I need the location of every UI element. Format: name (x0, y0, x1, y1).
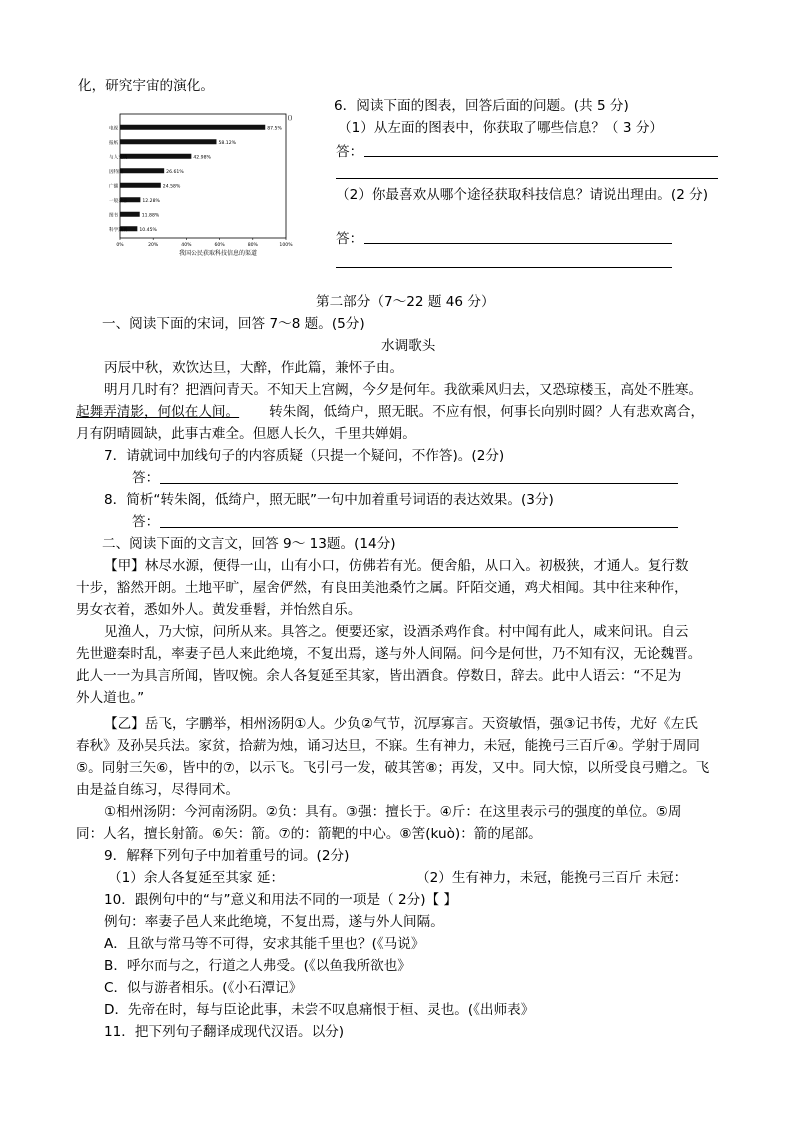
q8-answer-line[interactable] (160, 527, 678, 528)
chart-bar (120, 154, 191, 159)
passage-a-line-3: 男女衣着，悉如外人。黄发垂髫，并怡然自乐。 (76, 602, 362, 618)
chart-corner-mark: () (287, 115, 293, 122)
q7-answer-line[interactable] (160, 483, 678, 484)
chart-x-tick-label: 80% (247, 243, 258, 248)
chart-value-label: 87.5% (267, 126, 282, 132)
part2-title: 第二部分（7～22 题 46 分） (316, 294, 495, 310)
q6-answer-label-1: 答： (336, 144, 364, 160)
poem-line-2-rest: 转朱阁，低绮户，照无眠。不应有恨，何事长向别时圆？人有悲欢离合， (269, 404, 705, 420)
chart-value-label: 10.45% (139, 227, 157, 233)
chart-xlabel: 我国公民获取科技信息的渠道 (178, 250, 258, 257)
passage-a-line-6: 此人一一为具言所闻，皆叹惋。余人各复延至其家，皆出酒食。停数日，辞去。此中人语云：“不足为 (76, 668, 682, 684)
chart-x-tick-label: 20% (148, 243, 159, 248)
q6-sub2: （2）你最喜欢从哪个途径获取科技信息？请说出理由。(2 分) (336, 187, 709, 203)
chart-category-label: 与人交谈 (109, 155, 128, 161)
chart-bar (120, 125, 265, 130)
passage-b-line-3: ⑤。同射三矢⑥，皆中的⑦，以示飞。飞引弓一发，破其筈⑧；再发，又中。同大惊，以所受良弓赠之。飞 (76, 760, 710, 776)
poem-line-1: 明月几时有？把酒问青天。不知天上宫阙，今夕是何年。我欲乘风归去，又恐琼楼玉，高处不胜寒。 (104, 382, 703, 398)
q9-item-1: （1）余人各复延至其家 延： (108, 870, 285, 886)
passage-a-line-5: 先世避秦时乱，率妻子邑人来此绝境，不复出焉，遂与外人间隔。问今是何世，乃不知有汉，无论魏晋。 (76, 646, 702, 662)
chart-x-tick-label: 100% (279, 243, 293, 248)
poem-title: 水调歌头 (381, 338, 436, 354)
note-line-1: ①相州汤阴：今河南汤阴。②负：具有。③强：擅长于。④斤：在这里表示弓的强度的单位。⑤周 (104, 804, 682, 820)
passage-b-line-2: 春秋》及孙吴兵法。家贫，拾薪为烛，诵习达旦，不寐。生有神力，未冠，能挽弓三百斤④。学射于周同 (76, 738, 700, 754)
chart-x-tick-label: 40% (181, 243, 192, 248)
q6-sub1: （1）从左面的图表中，你获取了哪些信息？（ 3 分） (338, 120, 664, 136)
q9-item-2: （2）生有神力，未冠，能挽弓三百斤 未冠： (416, 870, 688, 886)
q6-answer-line-4[interactable] (336, 267, 672, 268)
passage-a-line-2: 十步，豁然开朗。土地平旷，屋舍俨然，有良田美池桑竹之属。阡陌交通，鸡犬相闻。其中往来种作， (76, 580, 688, 596)
sec2-heading: 二、阅读下面的文言文，回答 9～ 13题。(14分) (102, 536, 396, 552)
chart-bar (120, 168, 164, 173)
passage-a-line-7: 外人道也。” (76, 690, 145, 706)
chart-value-label: 26.61% (166, 169, 184, 175)
q9: 9．解释下列句子中加着重号的词。(2分) (104, 848, 350, 864)
chart-plot-frame (120, 114, 286, 238)
poem-line-2 (76, 402, 704, 422)
info-channel-bar-chart (110, 108, 300, 260)
passage-a-line-1: 【甲】林尽水源，便得一山，山有小口，仿佛若有光。便舍船，从口入。初极狭，才通人。复行数 (104, 558, 689, 574)
chart-category-label: 报纸 (109, 140, 119, 146)
sec1-heading: 一、阅读下面的宋词，回答 7～8 题。(5分) (102, 316, 365, 332)
passage-b-line-1: 【乙】岳飞，字鹏举，相州汤阴①人。少负②气节，沉厚寡言。天资敏悟，强③记书传，尤好《左氏 (104, 716, 698, 732)
q10-option-b[interactable]: B．呼尔而与之，行道之人弗受。(《以鱼我所欲也》 (104, 958, 411, 974)
note-line-2: 同：人名，擅长射箭。⑥矢：箭。⑦的：箭靶的中心。⑧筈(kuò)：箭的尾部。 (76, 826, 542, 842)
chart-value-label: 24.58% (162, 184, 181, 190)
q6-answer-label-2: 答： (336, 231, 364, 247)
q6-answer-line-3[interactable] (364, 243, 672, 244)
poem-preface: 丙辰中秋，欢饮达旦，大醉，作此篇，兼怀子由。 (104, 360, 404, 376)
chart-bar (120, 139, 216, 144)
q7: 7．请就词中加线句子的内容质疑（只提一个疑问，不作答)。(2分) (104, 448, 505, 464)
underlined-sentence: 起舞弄清影，何似在人间。 (76, 404, 240, 420)
q10-option-a[interactable]: A．且欲与常马等不可得，安求其能千里也？(《马说》 (104, 936, 425, 952)
chart-x-tick-label: 60% (214, 243, 225, 248)
chart-category-label: 图书 (109, 213, 119, 219)
q8-answer-label: 答： (132, 514, 160, 530)
q7-answer-label: 答： (132, 470, 160, 486)
chart-bar (120, 183, 161, 188)
chart-value-label: 58.12% (218, 140, 237, 146)
chart-category-label: 一般杂志 (109, 198, 128, 204)
chart-value-label: 42.98% (193, 155, 211, 161)
intro-line: 化，研究宇宙的演化。 (78, 78, 214, 94)
q10-option-c[interactable]: C．似与游者相乐。(《小石潭记》 (104, 980, 303, 996)
chart-category-label: 电视 (109, 126, 119, 132)
q10-example: 例句：率妻子邑人来此绝境，不复出焉，遂与外人间隔。 (104, 914, 444, 930)
q11: 11．把下列句子翻译成现代汉语。以分) (104, 1024, 345, 1040)
passage-a-line-4: 见渔人，乃大惊，问所从来。具答之。便要还家，设酒杀鸡作食。村中闻有此人，咸来问讯。自云 (104, 624, 689, 640)
q10-option-d[interactable]: D．先帝在时，每与臣论此事，未尝不叹息痛恨于桓、灵也。(《出师表》 (104, 1002, 535, 1018)
poem-line-3: 月有阴晴圆缺，此事古难全。但愿人长久，千里共婵娟。 (76, 426, 416, 442)
passage-b-line-4: 由是益自练习，尽得同术。 (76, 782, 240, 798)
chart-value-label: 12.28% (142, 198, 160, 204)
q6-title: 6．阅读下面的图表，回答后面的问题。(共 5 分) (334, 98, 629, 114)
chart-category-label: 广播 (109, 184, 119, 190)
q6-answer-line-1[interactable] (364, 156, 718, 157)
chart-x-tick-label: 0% (116, 243, 124, 248)
q10: 10．跟例句中的“与”意义和用法不同的一项是（ 2分)【 】 (104, 892, 458, 908)
chart-category-label: 因特网 (109, 169, 123, 175)
chart-category-label: 科学期刊 (109, 227, 128, 233)
chart-value-label: 11.88% (141, 213, 160, 219)
q6-answer-line-2[interactable] (336, 178, 718, 179)
q8: 8．简析“转朱阁，低绮户，照无眠”一句中加着重号词语的表达效果。(3分) (104, 492, 554, 508)
chart-bar (120, 212, 140, 217)
